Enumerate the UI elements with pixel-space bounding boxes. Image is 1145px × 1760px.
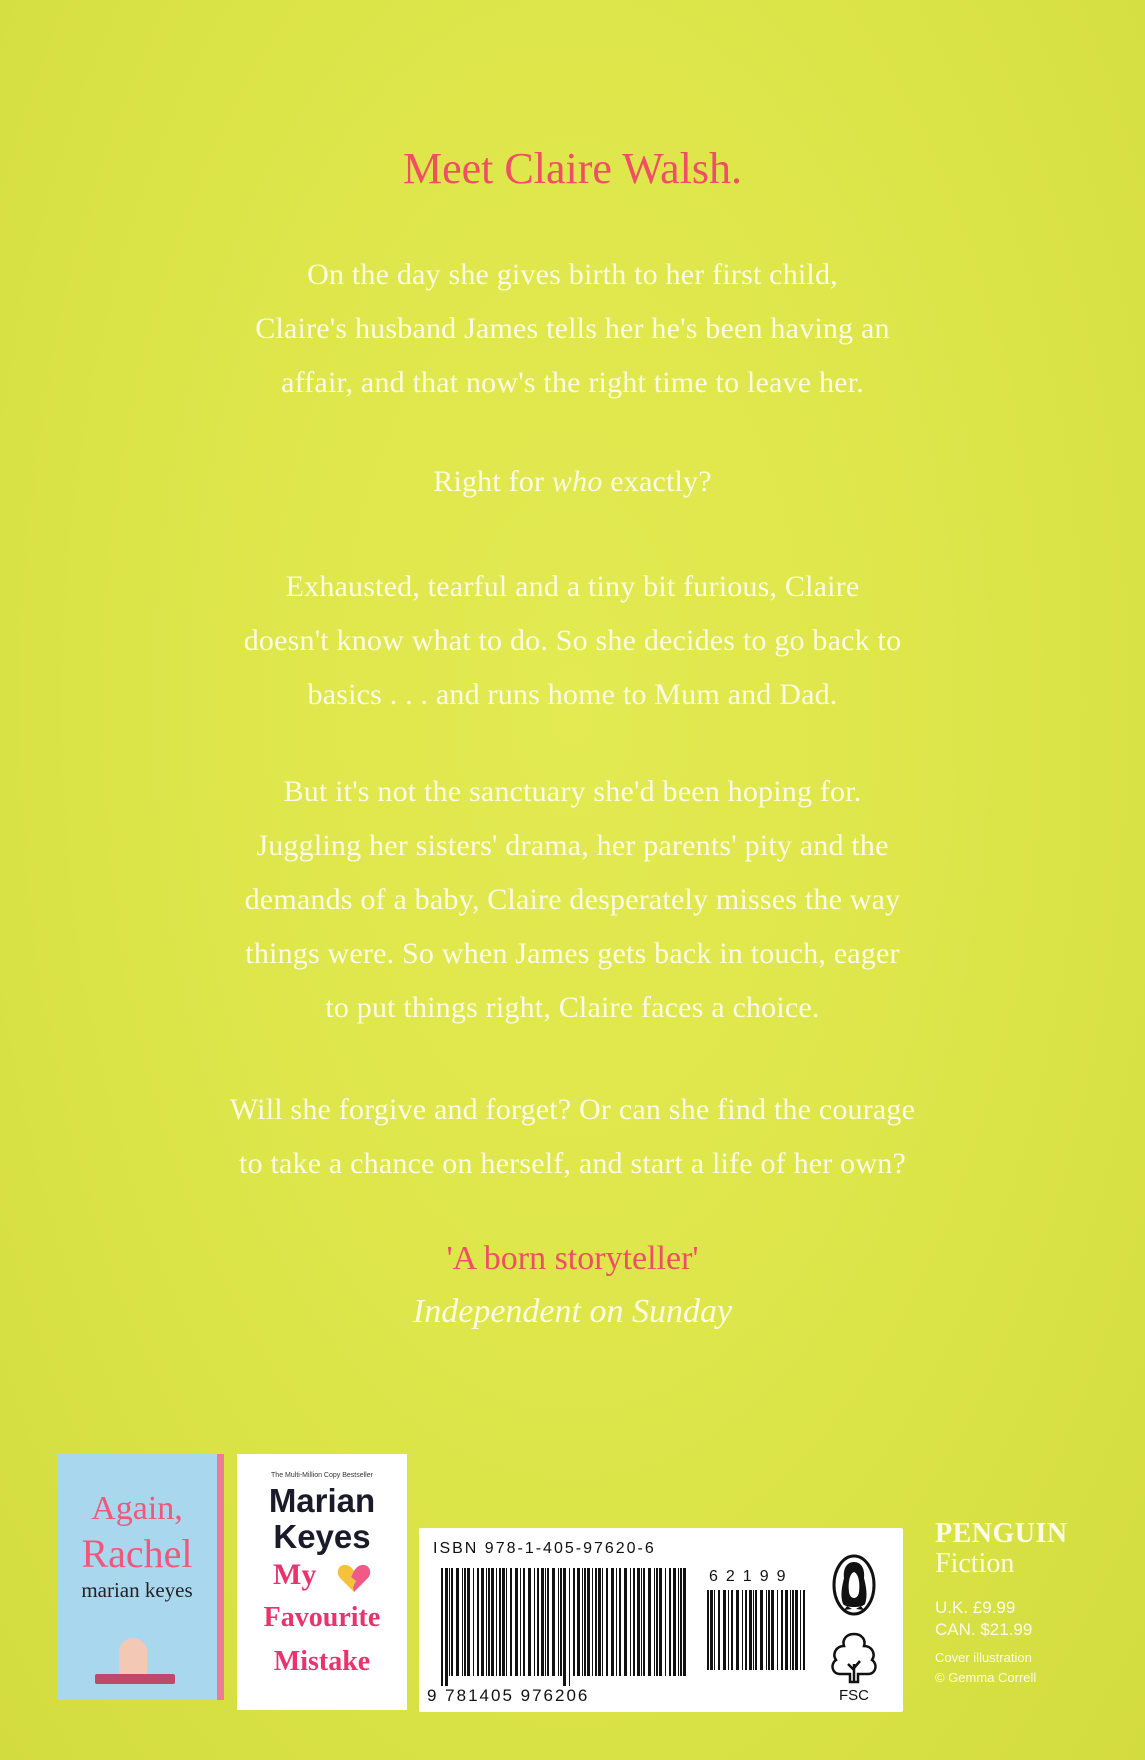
barcode-bar [499,1568,501,1676]
book-author-line: Keyes [273,1518,371,1555]
barcode-bar [785,1590,788,1670]
barcode-bar [451,1568,453,1676]
blurb-line: Exhausted, tearful and a tiny bit furious, Claire [285,570,860,603]
book-cover-my-favourite-mistake [237,1454,407,1710]
blurb-paragraph-2 [0,455,1145,509]
barcode-bar [545,1568,546,1676]
barcode-bar [641,1568,642,1676]
blurb-line: to take a chance on herself, and start a life of her own? [239,1147,906,1180]
barcode-bar [488,1568,490,1676]
book-title-line: Favourite [263,1602,381,1633]
barcode-bar [560,1568,562,1676]
barcode-bar [665,1568,666,1676]
barcode-bar [766,1590,767,1670]
blurb-emphasis: who [551,465,603,498]
barcode-bar [462,1568,463,1676]
barcode-bar [731,1590,733,1670]
barcode-bar [606,1568,608,1676]
barcode-bar [464,1568,466,1676]
barcode-bar [768,1590,770,1670]
barcode-bar [648,1568,651,1676]
barcode-bar [714,1590,715,1670]
headline: Meet Claire Walsh. [402,144,742,193]
barcode-bar [619,1568,621,1676]
publisher-brand: PENGUIN [935,1518,1068,1549]
barcode-bar [473,1568,474,1676]
blurb-paragraph-4 [0,765,1145,1035]
fsc-label: FSC [839,1687,869,1704]
meditating-figure-illustration [119,1638,147,1676]
blurb-line: On the day she gives birth to her first child, [307,258,838,291]
barcode-bar [753,1590,754,1670]
isbn-text: ISBN 978-1-405-97620-6 [433,1540,656,1557]
barcode-bar [569,1568,570,1686]
barcode-bar [781,1590,783,1670]
barcode-bar [637,1568,640,1676]
barcode-bar [481,1568,484,1676]
book-title-line: My [273,1558,317,1591]
barcode-bar [563,1568,566,1686]
barcode-bar [582,1568,583,1676]
barcode-bar [659,1568,662,1676]
barcode-bar [718,1590,720,1670]
blurb-paragraph-3 [0,560,1145,722]
barcode-bar [449,1568,450,1676]
review-quote: 'A born storyteller' [446,1240,699,1277]
barcode-bar [602,1568,603,1676]
barcode-bar [573,1568,575,1676]
barcode-bar [728,1590,729,1670]
barcode-bar [467,1568,470,1676]
barcode-bar [792,1590,794,1670]
barcode-bar [598,1568,601,1676]
barcode-bar [486,1568,487,1676]
barcode-bar [528,1568,531,1676]
barcode-bar [654,1568,655,1676]
blurb-paragraph-1 [0,248,1145,410]
barcode-bar [707,1590,709,1670]
barcode-bar [755,1590,757,1670]
barcode-bar [669,1568,671,1676]
barcode-bar [595,1568,597,1676]
ean-digits: 9 781405 976206 [427,1686,590,1705]
fsc-tree-logo-icon [824,1628,884,1704]
barcode-bar [547,1568,549,1676]
barcode-bar [496,1568,497,1676]
barcode-bar [592,1568,593,1676]
barcode-bar [520,1568,521,1676]
blurb-paragraph-5 [0,1083,1145,1191]
blurb-line: Juggling her sisters' drama, her parents' pity and the [256,829,889,862]
broken-heart-icon [337,1563,371,1593]
blurb-text: Right for [433,465,552,498]
blurb-text: exactly? [602,465,712,498]
barcode-bar [506,1568,507,1676]
barcode-bar [611,1568,614,1676]
barcode-bar [683,1568,686,1676]
barcode-bar [803,1590,805,1670]
book-tagline: The Multi-Million Copy Bestseller [271,1472,373,1479]
barcode-bar [510,1568,512,1676]
barcode-bar [456,1568,459,1676]
book-title-line: Again, [91,1490,183,1527]
barcode-bar [760,1590,763,1670]
barcode-bar [445,1568,448,1686]
blurb-line: demands of a baby, Claire desperately misses the way [244,883,901,916]
price-uk: U.K. £9.99 [935,1598,1016,1617]
barcode-bar [795,1590,798,1670]
blurb-line: to put things right, Claire faces a choice. [325,991,820,1024]
penguin-logo-icon [832,1554,876,1616]
blurb-line: Will she forgive and forget? Or can she find the courage [229,1093,916,1126]
book-title-line: Mistake [273,1646,371,1677]
barcode-bar [441,1568,443,1686]
barcode-bar [537,1568,539,1676]
barcode-bar [558,1568,559,1676]
blurb-line [0,455,1145,509]
barcode-bar [633,1568,635,1676]
price-can: CAN. $21.99 [935,1620,1033,1639]
barcode-bar [680,1568,682,1676]
barcode-bar [742,1590,743,1670]
barcode-bar [577,1568,580,1676]
publisher-imprint: Fiction [935,1548,1015,1579]
book-author-line: Marian [268,1482,376,1519]
barcode-bar [523,1568,525,1676]
barcode-bar [745,1590,747,1670]
book-title-line: Rachel [81,1531,193,1576]
barcode-bar [491,1568,494,1676]
price-code: 62199 [709,1568,794,1585]
blurb-line: basics . . . and runs home to Mum and Dad. [307,678,838,711]
blurb-line: affair, and that now's the right time to leave her. [281,366,864,399]
barcode-bar [790,1590,791,1670]
barcode-bar [616,1568,617,1676]
book-author: marian keyes [81,1578,193,1602]
blurb-line: But it's not the sanctuary she'd been hoping for. [283,775,862,808]
barcode-bar [541,1568,544,1676]
barcode-bar [502,1568,505,1676]
barcode-bar [552,1568,555,1676]
cover-credit-line: Cover illustration [935,1650,1032,1665]
ean-barcode [441,1568,691,1686]
barcode-bar [630,1568,631,1676]
barcode-bar [678,1568,679,1676]
barcode-bar [624,1568,627,1676]
blurb-line: Claire's husband James tells her he's been having an [255,312,890,345]
review-source: Independent on Sunday [412,1293,733,1330]
yoga-mat-illustration [95,1674,175,1684]
barcode-bar [749,1590,752,1670]
blurb-line: things were. So when James gets back in touch, eager [245,937,900,970]
barcode-bar [587,1568,590,1676]
blurb-line: doesn't know what to do. So she decides to go back to [243,624,902,657]
barcode-bar [771,1590,774,1670]
barcode-bar [800,1590,801,1670]
barcode-bar [723,1590,726,1670]
cover-credit-line: © Gemma Correll [935,1670,1037,1685]
barcode-bar [656,1568,658,1676]
barcode-bar [736,1590,739,1670]
barcode-bar [477,1568,479,1676]
barcode-bar [673,1568,676,1676]
book-cover-again-rachel [57,1454,224,1700]
barcode-bar [515,1568,518,1676]
barcode-bar [534,1568,535,1676]
barcode-panel [419,1528,903,1712]
barcode-bar [584,1568,586,1676]
barcode-bar [643,1568,645,1676]
barcode-bar [777,1590,778,1670]
addon-barcode [707,1590,807,1680]
barcode-bar [710,1590,713,1670]
